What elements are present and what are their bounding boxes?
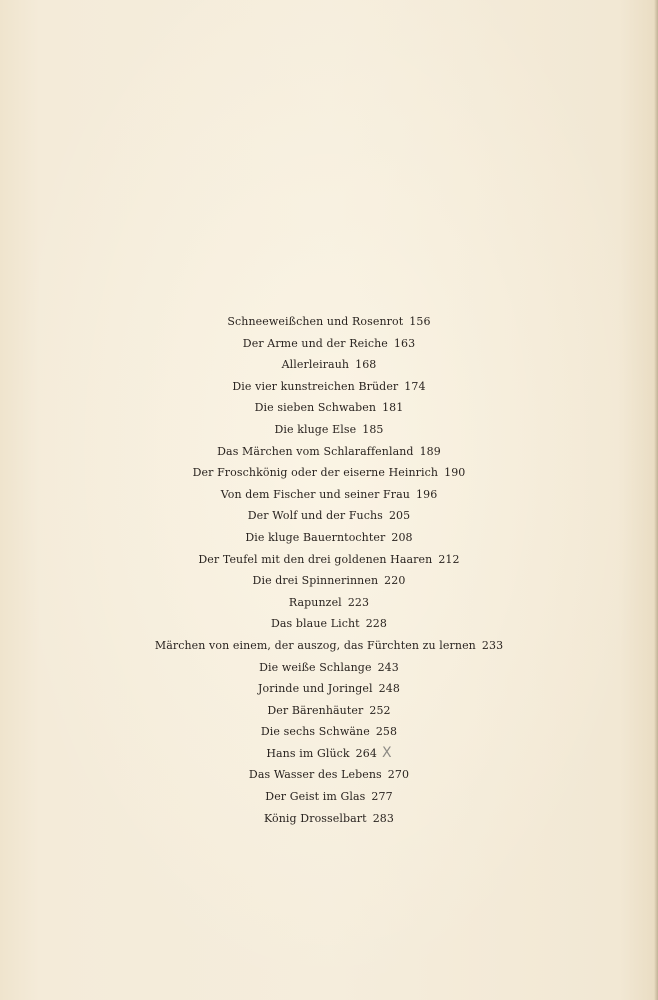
- toc-entry: [0, 808, 658, 830]
- toc-entry-page-number: 248: [378, 682, 400, 696]
- toc-entry-page-number: 233: [481, 638, 504, 652]
- toc-entry: [0, 333, 658, 355]
- toc-entry: [0, 786, 658, 808]
- toc-entry-title: Die sechs Schwäne: [260, 725, 370, 739]
- toc-entry-page-number: 156: [409, 315, 431, 328]
- toc-entry-page-number: 185: [362, 422, 384, 436]
- toc-entry-title: Der Teufel mit den drei goldenen Haaren: [198, 552, 433, 566]
- toc-entry-title: Märchen von einem, der auszog, das Fürchten zu lernen: [154, 638, 476, 652]
- toc-entry-title: Die weiße Schlange: [259, 660, 372, 674]
- table-of-contents: [0, 311, 658, 829]
- toc-entry: [0, 484, 658, 506]
- toc-entry: [0, 419, 658, 441]
- toc-entry: [0, 397, 658, 419]
- toc-entry-page-number: 220: [384, 574, 406, 588]
- toc-entry-title: Der Bärenhäuter: [267, 703, 364, 717]
- toc-entry-title: Das Märchen vom Schlaraffenland: [217, 444, 414, 458]
- toc-entry-title: Schneeweißchen und Rosenrot: [227, 315, 404, 328]
- toc-entry-page-number: 270: [387, 768, 410, 782]
- toc-entry-page-number: 212: [438, 552, 460, 566]
- toc-entry-page-number: 264: [355, 746, 377, 760]
- toc-entry-title: Jorinde und Joringel: [258, 682, 373, 696]
- toc-entry: [0, 743, 658, 765]
- toc-entry-title: Rapunzel: [288, 595, 342, 609]
- toc-entry: [0, 657, 658, 679]
- toc-entry-page-number: 277: [371, 790, 393, 804]
- toc-entry-title: Die kluge Else: [274, 422, 357, 436]
- toc-entry-page-number: 190: [444, 466, 466, 480]
- toc-entry: [0, 462, 658, 484]
- pencil-check-mark: X: [381, 744, 392, 761]
- toc-entry: [0, 311, 658, 333]
- toc-entry: [0, 678, 658, 700]
- toc-entry-page-number: 208: [391, 530, 413, 544]
- toc-entry: [0, 635, 658, 657]
- toc-entry-title: Von dem Fischer und seiner Frau: [220, 487, 410, 501]
- toc-entry: [0, 613, 658, 635]
- toc-entry-title: Der Wolf und der Fuchs: [247, 509, 383, 523]
- toc-entry-title: Die drei Spinnerinnen: [252, 574, 379, 588]
- toc-entry-title: Der Geist im Glas: [265, 790, 366, 804]
- toc-entry-page-number: 228: [365, 617, 387, 631]
- toc-entry-page-number: 196: [416, 487, 438, 501]
- toc-entry-page-number: 258: [375, 725, 398, 739]
- toc-entry: [0, 527, 658, 549]
- toc-entry: [0, 592, 658, 614]
- toc-entry: [0, 505, 658, 527]
- toc-entry-page-number: 168: [355, 358, 377, 372]
- toc-entry-title: Die kluge Bauerntochter: [245, 530, 386, 544]
- toc-entry-title: Die vier kunstreichen Brüder: [232, 379, 399, 393]
- toc-entry: [0, 376, 658, 398]
- toc-entry-page-number: 283: [372, 811, 394, 825]
- toc-entry-title: König Drosselbart: [264, 811, 367, 825]
- toc-entry-page-number: 174: [404, 379, 426, 393]
- toc-entry: [0, 721, 658, 743]
- toc-entry-page-number: 163: [393, 336, 416, 350]
- toc-entry: [0, 441, 658, 463]
- toc-entry: [0, 570, 658, 592]
- toc-entry-page-number: 205: [388, 509, 411, 523]
- toc-entry-title: Der Arme und der Reiche: [242, 336, 388, 350]
- toc-entry-title: Das Wasser des Lebens: [248, 768, 382, 782]
- toc-entry-page-number: 181: [382, 401, 404, 415]
- toc-entry: [0, 764, 658, 786]
- toc-entry-title: Der Froschkönig oder der eiserne Heinrich: [192, 466, 439, 480]
- toc-entry-page-number: 243: [377, 660, 399, 674]
- toc-entry-page-number: 189: [419, 444, 441, 458]
- toc-entry-page-number: 252: [369, 703, 391, 717]
- toc-entry-page-number: 223: [347, 595, 370, 609]
- toc-entry: [0, 354, 658, 376]
- toc-entry-title: Hans im Glück: [266, 746, 350, 760]
- toc-entry: [0, 700, 658, 722]
- toc-entry-title: Die sieben Schwaben: [254, 401, 377, 415]
- toc-entry: [0, 549, 658, 571]
- toc-entry-title: Allerleirauh: [281, 358, 350, 372]
- toc-entry-title: Das blaue Licht: [270, 617, 360, 631]
